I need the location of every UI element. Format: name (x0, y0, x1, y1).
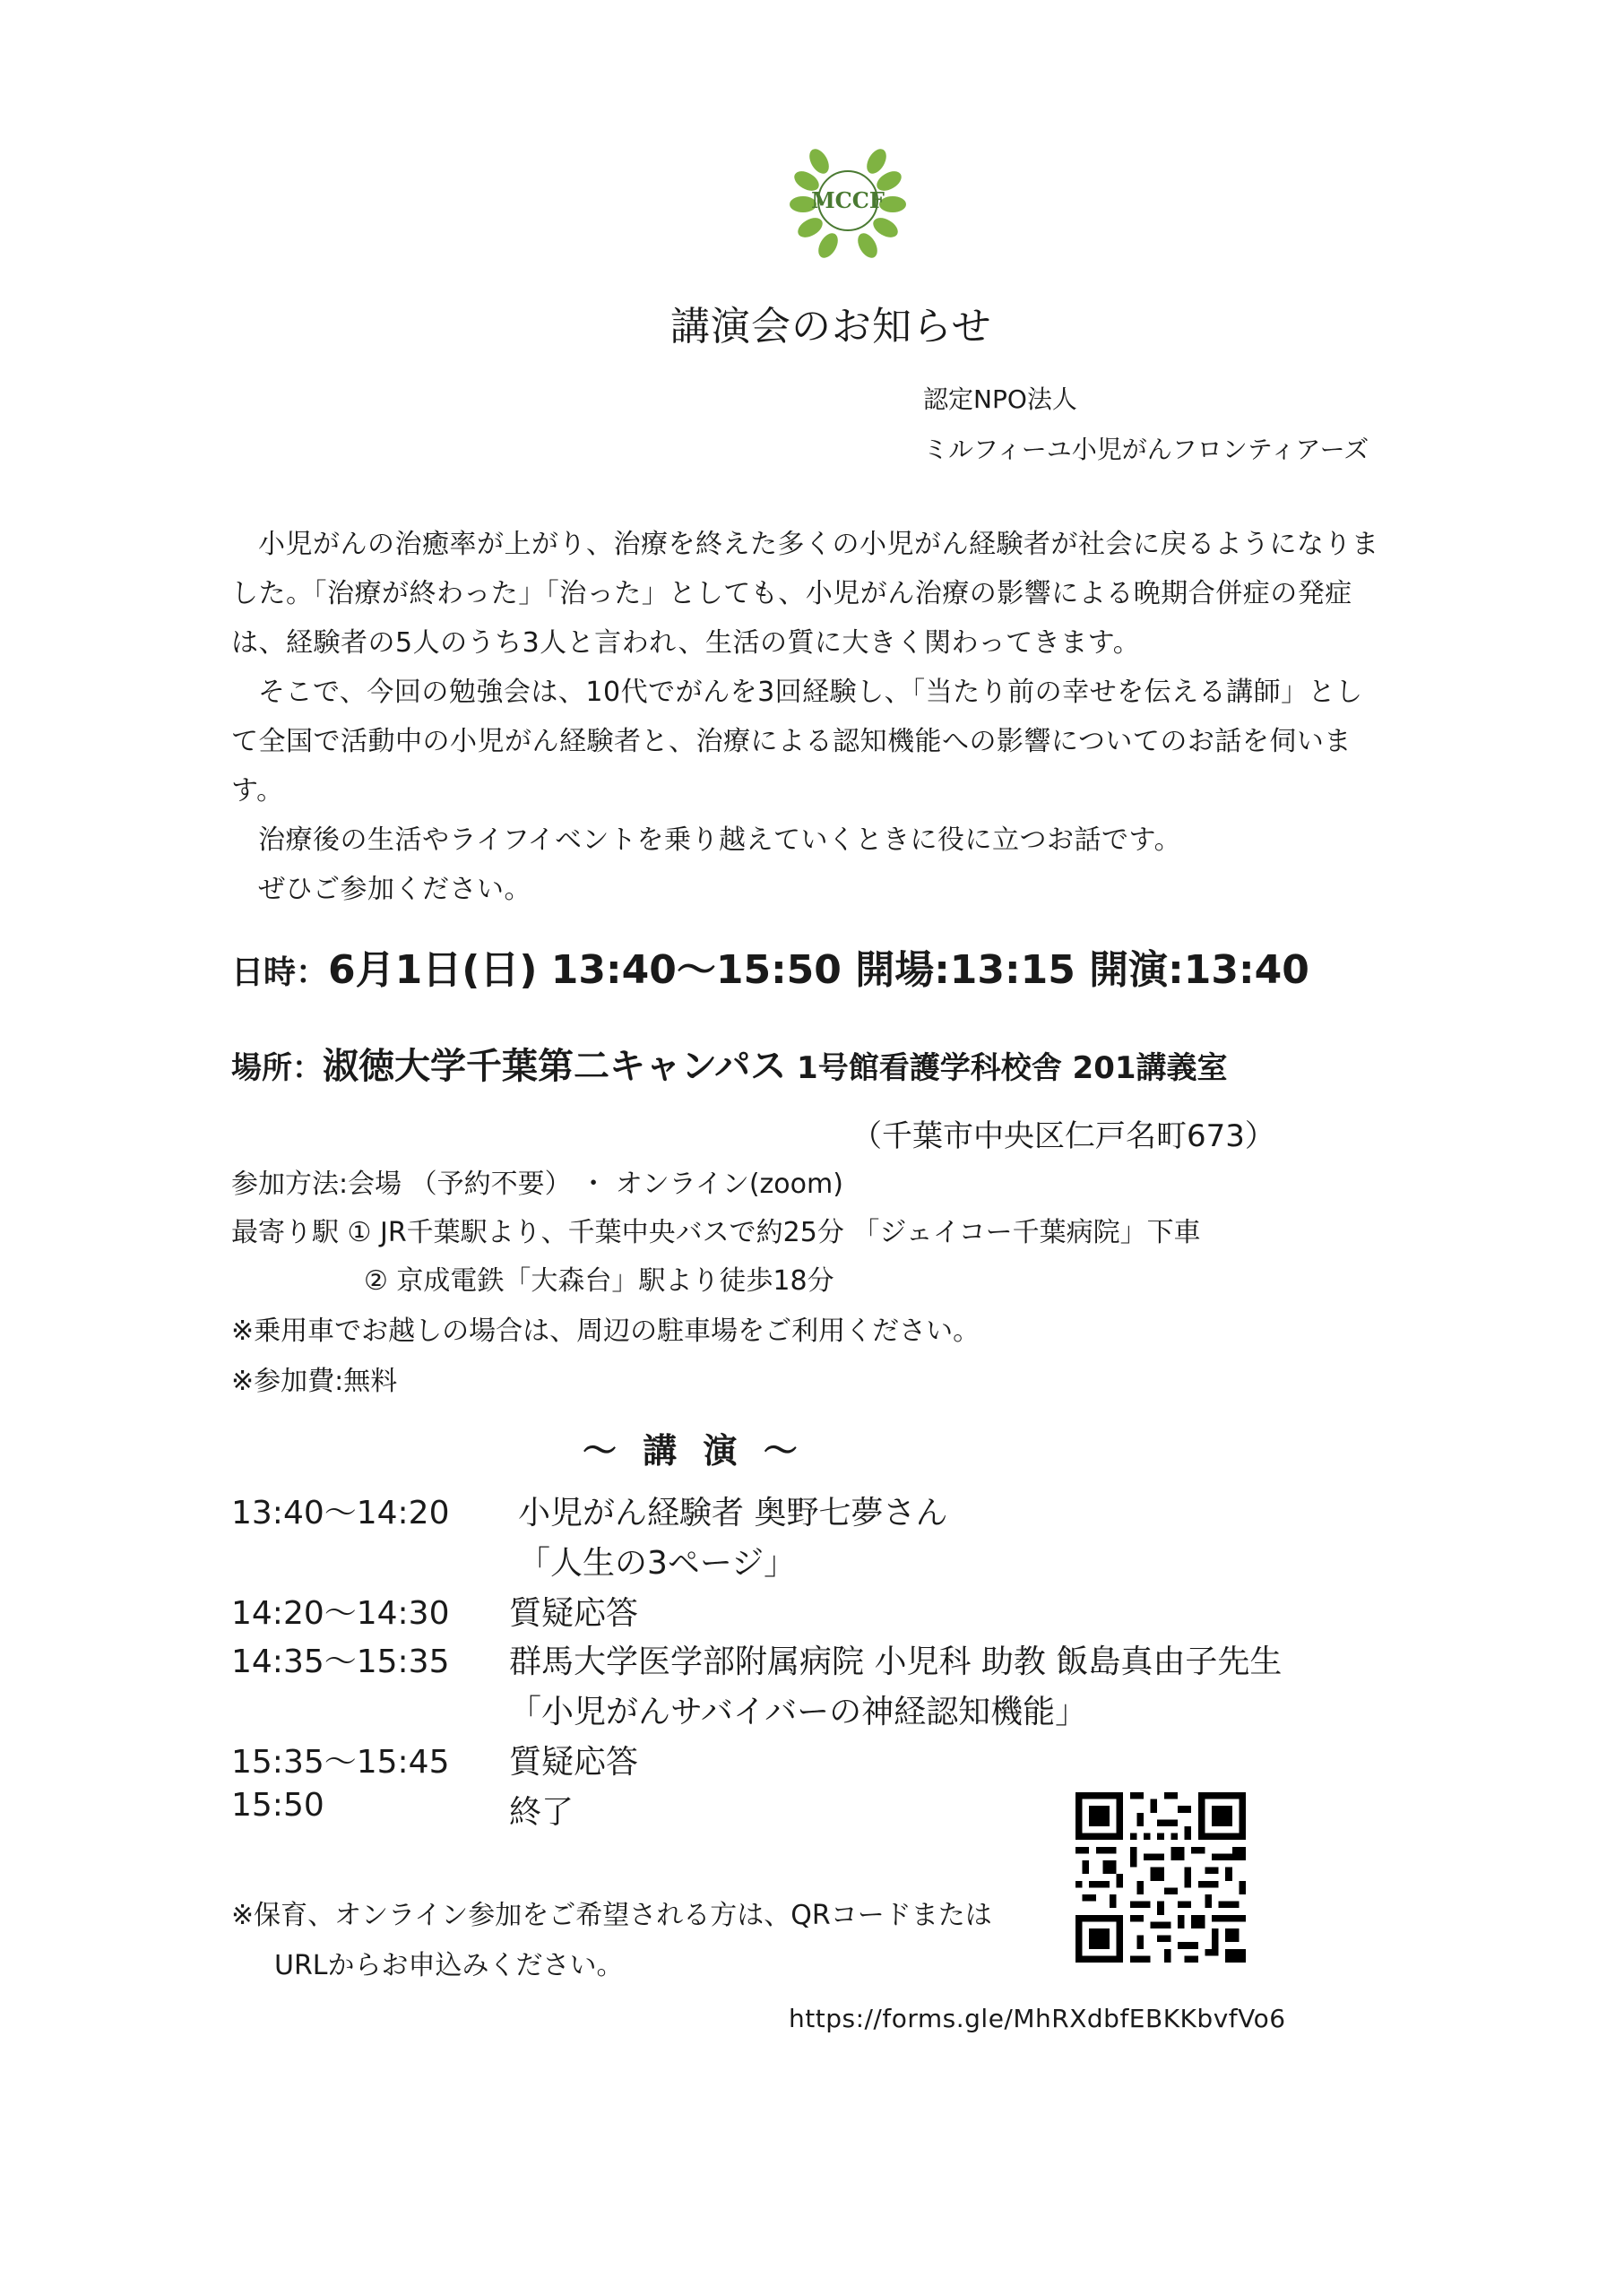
schedule-item: 終了 (509, 1794, 574, 1831)
logo-text: MCCF (811, 187, 885, 213)
event-place (231, 1038, 1228, 1089)
schedule-speaker: 小児がん経験者 奥野七夢さん (518, 1495, 948, 1531)
parking-note: ※乗用車でお越しの場合は、周辺の駐車場をご利用ください。 (231, 1316, 980, 1347)
qr-code-icon[interactable] (1075, 1792, 1246, 1963)
schedule-time: 14:35～15:35 (231, 1644, 450, 1680)
intro-paragraph-1: 小児がんの治癒率が上がり、治療を終えた多くの小児がん経験者が社会に戻るようになりました。「治療が終わった」「治った」としても、小児がん治療の影響による晩期合併症の発症は、経験者の5人のうち3人と言われ、生活の質に大きく関わってきます。 (231, 529, 1379, 659)
intro-paragraph-2: そこで、今回の勉強会は、10代でがんを3回経験し、「当たり前の幸せを伝える講師」として全国で活動中の小児がん経験者と、治療による認知機能への影響についてのお話を伺います。 (231, 677, 1363, 807)
place-label: 場所： (231, 1050, 323, 1086)
lecture-title: 「小児がんサバイバーの神経認知機能」 (509, 1694, 1088, 1730)
organization-type: 認定NPO法人 (923, 384, 1077, 414)
place-name: 淑徳大学千葉第二キャンパス (323, 1046, 787, 1087)
page-title: 講演会のお知らせ (670, 304, 992, 349)
lecture-title: 「人生の3ページ」 (518, 1545, 797, 1582)
mccf-logo (776, 127, 920, 271)
nearest-station-2: ② 京成電鉄「大森台」駅より徒歩18分 (364, 1265, 834, 1297)
fee-note: ※参加費:無料 (231, 1366, 398, 1397)
registration-note: ※保育、オンライン参加をご希望される方は、QRコードまたは (231, 1900, 992, 1931)
datetime-value: 6月1日(日) 13:40～15:50 開場:13:15 開演:13:40 (328, 947, 1309, 993)
registration-url-link[interactable]: https://forms.gle/MhRXdbfEBKKbvfVo6 (789, 2004, 1286, 2033)
place-room: 1号館看護学科校舎 201講義室 (786, 1050, 1228, 1086)
nearest-station-1: 最寄り駅 ① JR千葉駅より、千葉中央バスで約25分 「ジェイコー千葉病院」下車 (231, 1217, 1201, 1248)
registration-note-line2: URLからお申込みください。 (274, 1950, 624, 1981)
lecture-heading: ～ 講 演 ～ (583, 1431, 805, 1471)
schedule-item: 質疑応答 (509, 1744, 639, 1781)
schedule-time: 14:20～14:30 (231, 1595, 450, 1632)
schedule-time: 13:40～14:20 (231, 1495, 450, 1531)
intro-paragraph-4: ぜひご参加ください。 (258, 874, 531, 905)
schedule-time: 15:50 (231, 1787, 324, 1824)
event-datetime (231, 937, 1309, 995)
datetime-label: 日時： (231, 954, 329, 991)
schedule-speaker: 群馬大学医学部附属病院 小児科 助教 飯島真由子先生 (509, 1644, 1283, 1680)
organization-name: ミルフィーユ小児がんフロンティアーズ (923, 435, 1369, 464)
participation-method: 参加方法:会場 （予約不要） ・ オンライン(zoom) (231, 1169, 843, 1200)
intro-text (231, 520, 1387, 914)
schedule-item: 質疑応答 (509, 1595, 639, 1632)
schedule-time: 15:35～15:45 (231, 1744, 450, 1781)
intro-paragraph-3: 治療後の生活やライフイベントを乗り越えていくときに役に立つお話です。 (258, 824, 1182, 856)
event-address: （千葉市中央区仁戸名町673） (851, 1118, 1275, 1154)
